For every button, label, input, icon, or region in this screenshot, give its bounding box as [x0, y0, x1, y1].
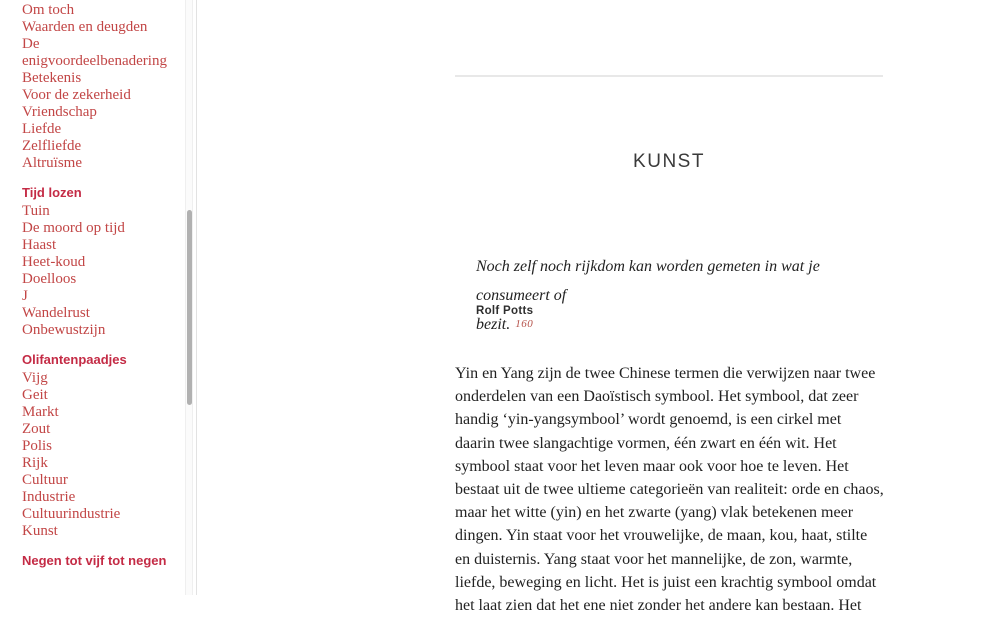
toc-item-doelloos[interactable]: Doelloos [22, 271, 77, 287]
toc-item-betekenis[interactable]: Betekenis [22, 70, 82, 86]
toc-item-de-enigvoordeelbenadering[interactable]: De enigvoordeelbenadering [22, 36, 167, 69]
toc-item-zout[interactable]: Zout [22, 421, 51, 437]
toc-item-de-moord-op-tijd[interactable]: De moord op tijd [22, 220, 125, 236]
toc-item-markt[interactable]: Markt [22, 404, 59, 420]
toc-section-tijd-lozen[interactable]: Tijd lozen [22, 185, 82, 200]
toc-item-om-toch[interactable]: Om toch [22, 2, 75, 18]
toc-item-wandelrust[interactable]: Wandelrust [22, 305, 90, 321]
toc-item-j[interactable]: J [22, 288, 28, 304]
epigraph-line-2: bezit. $^{160}$ [476, 316, 534, 333]
toc-item-geit[interactable]: Geit [22, 387, 48, 403]
toc-sidebar [0, 0, 185, 595]
toc-item-onbewustzijn[interactable]: Onbewustzijn [22, 322, 106, 338]
footnote-reference[interactable]: 160 [515, 318, 534, 330]
epigraph-quote [476, 252, 881, 339]
toc-item-haast[interactable]: Haast [22, 237, 57, 253]
toc-item-polis[interactable]: Polis [22, 438, 53, 454]
toc-item-cultuurindustrie[interactable]: Cultuurindustrie [22, 506, 121, 522]
toc-item-tuin[interactable]: Tuin [22, 203, 50, 219]
chapter-content [455, 0, 885, 615]
toc-scrollbar-track[interactable] [185, 0, 193, 595]
toc-item-waarden-en-deugden[interactable]: Waarden en deugden [22, 19, 148, 35]
toc-item-kunst[interactable]: Kunst [22, 523, 58, 539]
chapter-paragraph: Yin en Yang zijn de twee Chinese termen die verwijzen naar twee onderdelen van een Daoïstisch symbool. Het symbool, dat zeer handig ‘yin-yangsymbool’ wordt genoemd, is een cirkel met daarin twee slangachtige vormen, één zwart en één wit. Het symbool staat voor het leven maar ook voor hoe te leven. Het bestaat uit de twee ultieme categorieën van realiteit: orde en chaos, maar het witte (yin) en het zwarte (yang) vlak betekenen meer dingen. Yin staat voor het vrouwelijke, de maan, kou, haat, stilte en duisternis. Yang staat voor het mannelijke, de zon, warmte, liefde, beweging en licht. Het is juist een krachtig symbool omdat het laat zien dat het ene niet zonder het andere kan bestaan. Het [455, 365, 884, 615]
toc-item-voor-de-zekerheid[interactable]: Voor de zekerheid [22, 87, 131, 103]
reader-pane [197, 0, 1000, 615]
chapter-top-rule [455, 75, 883, 77]
toc-item-vijg[interactable]: Vijg [22, 370, 48, 386]
toc-item-vriendschap[interactable]: Vriendschap [22, 104, 97, 120]
toc-item-liefde[interactable]: Liefde [22, 121, 62, 137]
chapter-title: KUNST [633, 151, 705, 172]
toc-item-zelfliefde[interactable]: Zelfliefde [22, 138, 82, 154]
toc-item-heet-koud[interactable]: Heet-koud [22, 254, 86, 270]
toc-item-rijk[interactable]: Rijk [22, 455, 48, 471]
epigraph-author: Rolf Potts [476, 305, 534, 317]
toc-section-olifantenpaadjes[interactable]: Olifantenpaadjes [22, 352, 127, 367]
epigraph-line-1: Noch zelf noch rijkdom kan worden gemeten in wat je consumeert of [476, 258, 820, 304]
toc-item-altruisme[interactable]: Altruïsme [22, 155, 82, 171]
toc-scrollbar-thumb[interactable] [187, 210, 192, 405]
toc-section-negen-tot-vijf-tot-negen[interactable]: Negen tot vijf tot negen [22, 553, 167, 568]
toc-item-industrie[interactable]: Industrie [22, 489, 76, 505]
toc-item-cultuur[interactable]: Cultuur [22, 472, 68, 488]
